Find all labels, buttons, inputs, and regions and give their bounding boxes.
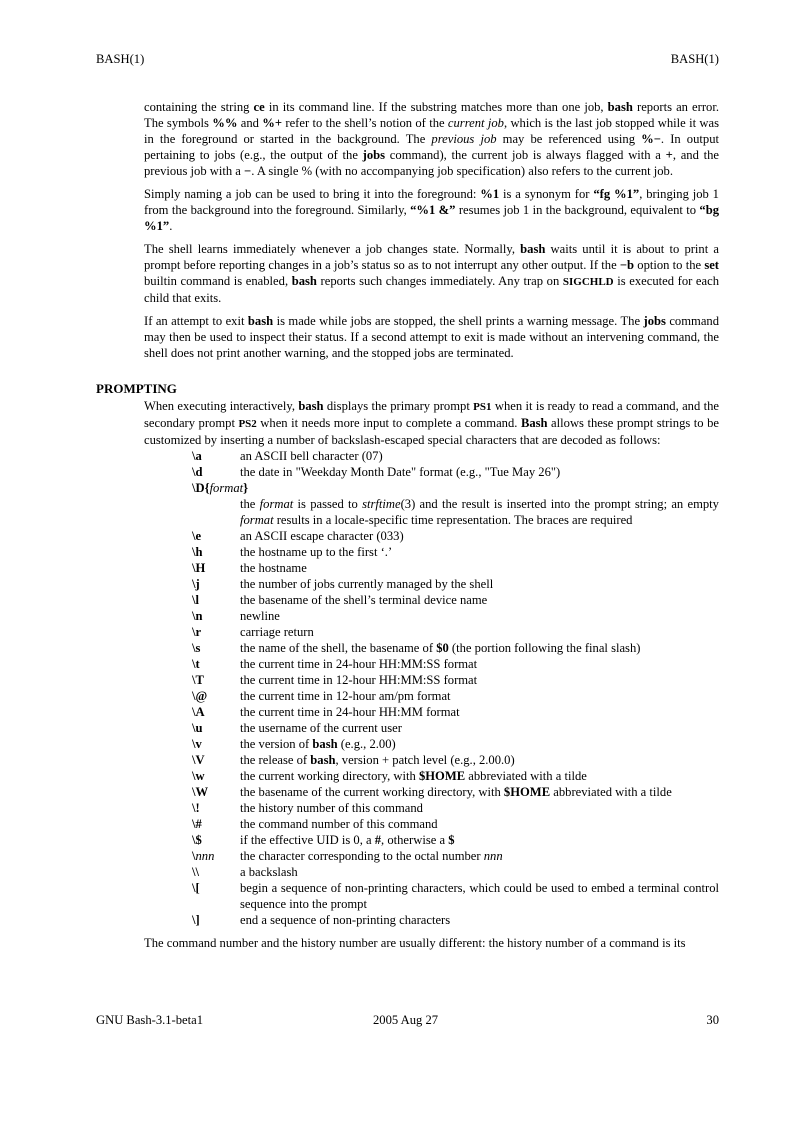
- paragraph-state-change: The shell learns immediately whenever a job changes state. Normally, bash waits until it is about to print a prompt before reporting changes in a job’s status so as to not interrupt any other output. If the −b option to the set builtin command is enabled, bash reports such changes immediately. Any trap on SIGCHLD is executed for each child that exits.: [144, 242, 719, 305]
- escape-row: \v the version of bash (e.g., 2.00): [192, 737, 396, 751]
- paragraph-prompting-intro: When executing interactively, bash displays the primary prompt PS1 when it is ready to read a command, and the secondary prompt PS2 when it needs more input to complete a command. Bash allows these prompt strings to be customized by inserting a number of backslash-escaped special characters that are decoded as follows:: [144, 399, 720, 447]
- escape-row: \A the current time in 24-hour HH:MM format: [192, 705, 460, 719]
- escape-row: \h the hostname up to the first ‘.’: [192, 545, 393, 559]
- escape-row: \d the date in "Weekday Month Date" format (e.g., "Tue May 26"): [192, 465, 561, 479]
- escape-list: [144, 448, 719, 928]
- page-header-right: BASH(1): [670, 52, 719, 66]
- escape-row: \D{format}: [192, 481, 249, 495]
- page-number: 30: [706, 1013, 719, 1027]
- escape-row: \! the history number of this command: [192, 801, 423, 815]
- prompting-section: [144, 398, 719, 958]
- section-heading-prompting: PROMPTING: [96, 381, 177, 396]
- escape-row: \W the basename of the current working directory, with $HOME abbreviated with a tilde: [192, 785, 672, 799]
- escape-row: \] end a sequence of non-printing characters: [192, 913, 451, 927]
- escape-row: \e an ASCII escape character (033): [192, 529, 404, 543]
- paragraph-current-job: containing the string ce in its command line. If the substring matches more than one job, bash reports an error. The symbols %% and %+ refer to the shell’s notion of the current job, which is the last job stopped while it was in the foreground or started in the background. The previous job may be referenced using %−. In output pertaining to jobs (e.g., the output of the jobs command), the current job is always flagged with a +, and the previous job with a −. A single % (with no accompanying job specification) also refers to the current job.: [144, 100, 720, 178]
- paragraph-command-number: The command number and the history number are usually different: the history number of a command is its: [144, 936, 686, 950]
- escape-row: \n newline: [192, 609, 280, 623]
- escape-row: \@ the current time in 12-hour am/pm format: [192, 689, 451, 703]
- escape-row: \T the current time in 12-hour HH:MM:SS format: [192, 673, 478, 687]
- escape-row: \a an ASCII bell character (07): [192, 449, 383, 463]
- escape-row: \u the username of the current user: [192, 721, 402, 735]
- escape-row: \j the number of jobs currently managed by the shell: [192, 577, 494, 591]
- paragraph-exit-warning: If an attempt to exit bash is made while jobs are stopped, the shell prints a warning message. The jobs command may then be used to inspect their status. If a second attempt to exit is made without an intervening command, the shell does not print another warning, and the stopped jobs are terminated.: [144, 314, 720, 360]
- escape-row: \t the current time in 24-hour HH:MM:SS format: [192, 657, 478, 671]
- escape-row: \l the basename of the shell’s terminal device name: [192, 593, 488, 607]
- escape-row: the format is passed to strftime(3) and the result is inserted into the prompt string; an empty format results in a locale-specific time representation. The braces are required: [240, 497, 719, 527]
- escape-row: \r carriage return: [192, 625, 314, 639]
- page-header-left: BASH(1): [96, 52, 145, 66]
- escape-row: \\ a backslash: [192, 865, 298, 879]
- escape-row: \s the name of the shell, the basename of $0 (the portion following the final slash): [192, 641, 641, 655]
- escape-row: \w the current working directory, with $HOME abbreviated with a tilde: [192, 769, 587, 783]
- page-footer-center: 2005 Aug 27: [373, 1013, 439, 1027]
- escape-row: \[ begin a sequence of non-printing characters, which could be used to embed a terminal control sequence into the prompt: [192, 881, 719, 911]
- page-footer-left: GNU Bash-3.1-beta1: [96, 1013, 204, 1027]
- escape-row: \V the release of bash, version + patch level (e.g., 2.00.0): [192, 753, 515, 767]
- escape-row: \H the hostname: [192, 561, 307, 575]
- escape-row: \# the command number of this command: [192, 817, 438, 831]
- escape-row: \$ if the effective UID is 0, a #, otherwise a $: [192, 833, 455, 847]
- escape-row: \nnn the character corresponding to the octal number nnn: [192, 849, 503, 863]
- paragraph-naming-job: Simply naming a job can be used to bring it into the foreground: %1 is a synonym for “fg %1”, bringing job 1 from the background into the foreground. Similarly, “%1 &” resumes job 1 in the background, equivalent to “bg %1”.: [144, 187, 720, 233]
- jobs-section: [144, 99, 719, 368]
